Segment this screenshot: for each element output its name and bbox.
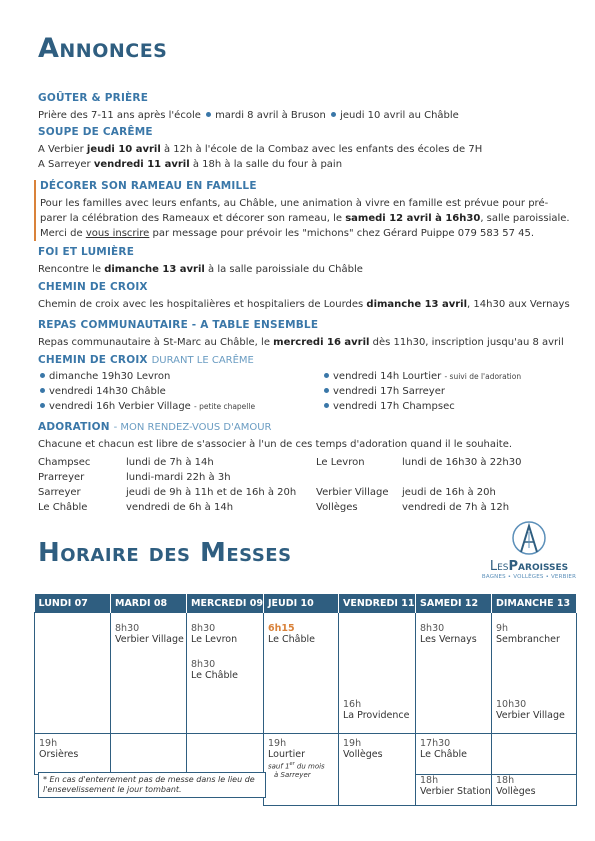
table-cell bbox=[111, 734, 187, 775]
section-title: CHEMIN DE CROIX DURANT LE CARÊME bbox=[38, 354, 254, 366]
section-text: Pour les familles avec leurs enfants, au Châble, une animation à vivre en famille est prévue pour pré- parer la célébration des Rameaux et décorer son rameau, le samedi 12 avril à 16h30, salle paroissiale. Merci de vous inscrire par message pour prévoir les "michons" chez Gérard Puippe 079 583 57 45. bbox=[40, 198, 570, 239]
bullet-icon bbox=[324, 388, 329, 393]
section-text: Repas communautaire à St-Marc au Châble, le mercredi 16 avril dès 11h30, inscription jusqu'au 8 avril bbox=[38, 337, 564, 348]
list-item: dimanche 19h30 Levron bbox=[38, 369, 255, 384]
adoration-col-place1: Champsec Prarreyer Sarreyer Le Châble bbox=[38, 457, 91, 513]
section-title: SOUPE DE CARÊME bbox=[38, 126, 153, 138]
day-header: VENDREDI 11 bbox=[339, 594, 416, 613]
table-cell: 17h30 Le Châble bbox=[416, 734, 492, 775]
section-title: ADORATION - MON RENDEZ-VOUS D'AMOUR bbox=[38, 421, 272, 433]
adoration-col-place2: Le Levron Verbier Village Vollèges bbox=[316, 457, 389, 513]
careme-left-list bbox=[38, 369, 255, 414]
section-text: Prière des 7-11 ans après l'école mardi 8 avril à Bruson jeudi 10 avril au Châble bbox=[38, 110, 459, 121]
table-cell: 16h La Providence bbox=[339, 613, 416, 734]
inscription-link[interactable]: vous inscrire bbox=[85, 228, 150, 239]
logo-icon bbox=[479, 518, 579, 558]
table-cell: 8h30 Verbier Village bbox=[111, 613, 187, 734]
table-row bbox=[35, 734, 577, 775]
careme-right-list bbox=[322, 369, 521, 414]
section-rameau bbox=[34, 180, 580, 241]
section-title: REPAS COMMUNAUTAIRE - A TABLE ENSEMBLE bbox=[38, 319, 319, 331]
table-cell: 18h Vollèges bbox=[492, 775, 577, 806]
table-cell: 9h Sembrancher 10h30 Verbier Village bbox=[492, 613, 577, 734]
day-header: LUNDI 07 bbox=[35, 594, 111, 613]
table-header-row bbox=[35, 594, 577, 613]
section-text: Chacune et chacun est libre de s'associer à l'un de ces temps d'adoration quand il le souhaite. bbox=[38, 439, 513, 450]
adoration-col-hours1: lundi de 7h à 14h lundi-mardi 22h à 3h jeudi de 9h à 11h et de 16h à 20h vendredi de 6h à 14h bbox=[126, 457, 297, 513]
list-item: vendredi 17h Sarreyer bbox=[322, 384, 521, 399]
section-foi bbox=[38, 246, 578, 277]
day-header: MARDI 08 bbox=[111, 594, 187, 613]
table-cell: 19h Lourtier sauf 1er du mois à Sarreyer bbox=[264, 734, 339, 806]
bullet-icon bbox=[206, 112, 211, 117]
page-title: Annonces bbox=[38, 33, 168, 64]
section-soupe bbox=[38, 126, 578, 172]
day-header: SAMEDI 12 bbox=[416, 594, 492, 613]
section-careme bbox=[38, 354, 578, 366]
paroisses-logo: LesParoisses BAGNES • VOLLÈGES • VERBIER bbox=[479, 518, 579, 586]
bullet-icon bbox=[40, 388, 45, 393]
day-header: MERCREDI 09 bbox=[187, 594, 264, 613]
bullet-icon bbox=[40, 373, 45, 378]
table-cell bbox=[35, 613, 111, 734]
table-cell: 18h Verbier Station bbox=[416, 775, 492, 806]
list-item: vendredi 14h Lourtier - suivi de l'adoration bbox=[322, 369, 521, 384]
section-text: Rencontre le dimanche 13 avril à la salle paroissiale du Châble bbox=[38, 264, 363, 275]
section-chemin bbox=[38, 281, 578, 312]
adoration-col-hours2: lundi de 16h30 à 22h30 jeudi de 16h à 20h vendredi de 7h à 12h bbox=[402, 457, 522, 513]
day-header: JEUDI 10 bbox=[264, 594, 339, 613]
list-item: vendredi 14h30 Châble bbox=[38, 384, 255, 399]
bullet-icon bbox=[324, 373, 329, 378]
footnote: * En cas d'enterrement pas de messe dans le lieu de l'ensevelissement le jour tombant. bbox=[38, 772, 266, 798]
day-header: DIMANCHE 13 bbox=[492, 594, 577, 613]
table-cell: 8h30 Les Vernays bbox=[416, 613, 492, 734]
section-title: FOI ET LUMIÈRE bbox=[38, 246, 135, 258]
bullet-icon bbox=[331, 112, 336, 117]
section-text: A Verbier jeudi 10 avril à 12h à l'école de la Combaz avec les enfants des écoles de 7H A Sarreyer vendredi 11 avril à 18h à la salle du four à pain bbox=[38, 144, 483, 170]
schedule-title: Horaire des Messes bbox=[38, 538, 292, 568]
section-adoration bbox=[38, 421, 578, 452]
table-cell: 19h Orsières bbox=[35, 734, 111, 775]
section-repas bbox=[38, 319, 578, 350]
table-cell: 8h30 Le Levron 8h30 Le Châble bbox=[187, 613, 264, 734]
table-cell bbox=[187, 734, 264, 775]
bullet-icon bbox=[324, 403, 329, 408]
list-item: vendredi 16h Verbier Village - petite chapelle bbox=[38, 399, 255, 414]
bullet-icon bbox=[40, 403, 45, 408]
section-title: CHEMIN DE CROIX bbox=[38, 281, 148, 293]
section-title: DÉCORER SON RAMEAU EN FAMILLE bbox=[40, 180, 257, 192]
list-item: vendredi 17h Champsec bbox=[322, 399, 521, 414]
section-text: Chemin de croix avec les hospitalières et hospitaliers de Lourdes dimanche 13 avril, 14h30 aux Vernays bbox=[38, 299, 570, 310]
section-title: GOÛTER & PRIÈRE bbox=[38, 92, 149, 104]
table-cell: 19h Vollèges bbox=[339, 734, 416, 806]
table-cell: 6h15 Le Châble bbox=[264, 613, 339, 734]
section-gouter bbox=[38, 92, 578, 123]
table-row bbox=[35, 613, 577, 734]
table-cell bbox=[492, 734, 577, 775]
